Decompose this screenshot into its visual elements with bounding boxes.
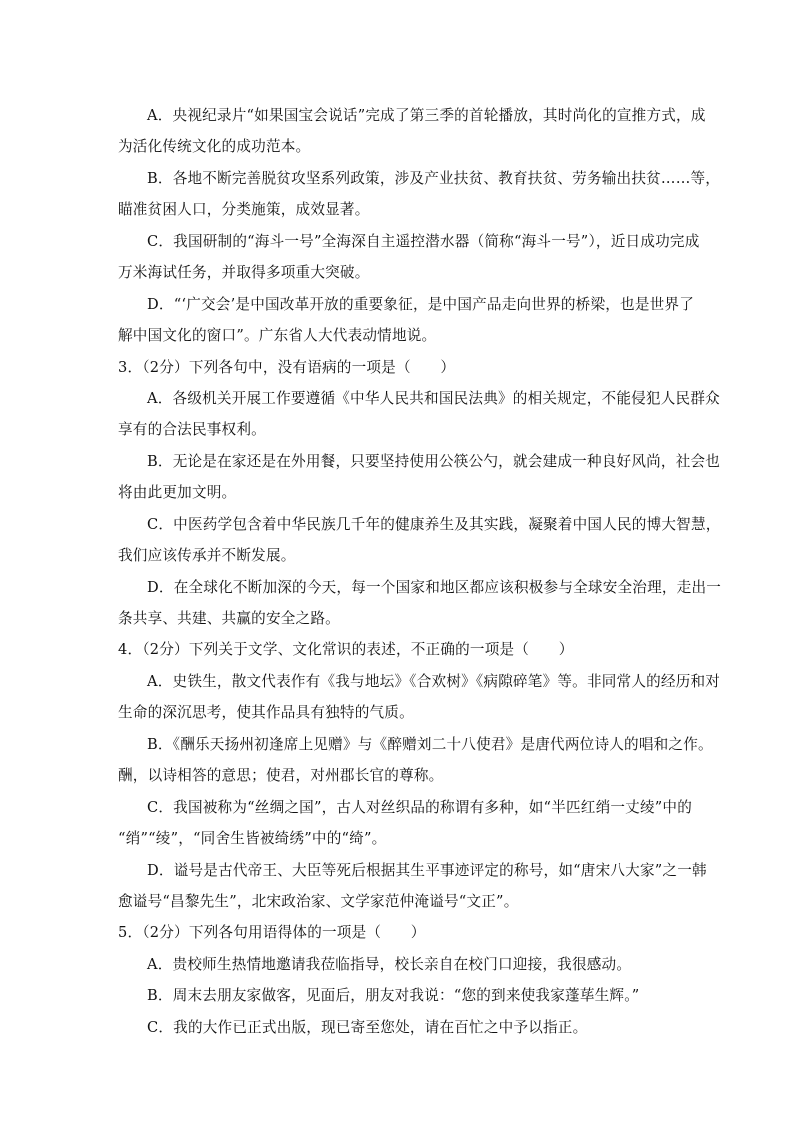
question-4	[118, 634, 678, 665]
q5-option-a	[118, 949, 678, 980]
text-line: 条共享、共建、共赢的安全之路。	[118, 610, 340, 627]
text-line: C．我国研制的“海斗一号”全海深自主遥控潜水器（简称“海斗一号”），近日成功完成	[147, 232, 700, 250]
q2-option-a	[118, 100, 706, 163]
text-line: B．各地不断完善脱贫攻坚系列政策，涉及产业扶贫、教育扶贫、劳务输出扶贫……等，	[147, 169, 721, 187]
q2-option-b	[118, 163, 721, 226]
text-line: D．谥号是古代帝王、大臣等死后根据其生平事迹评定的称号，如“唐宋八大家”之一韩	[147, 861, 707, 879]
q5-option-c	[118, 1012, 678, 1043]
q3-option-d	[118, 572, 722, 635]
text-line: A．贵校师生热情地邀请我莅临指导，校长亲自在校门口迎接，我很感动。	[147, 955, 632, 973]
q5-option-b	[118, 980, 678, 1011]
text-line: “绡”“绫”，“同舍生皆被绮绣”中的“绮”。	[118, 830, 387, 848]
text-line: A．央视纪录片“如果国宝会说话”完成了第三季的首轮播放，其时尚化的宣推方式，成	[147, 107, 706, 124]
text-line: 瞄准贫困人口，分类施策，成效显著。	[118, 201, 370, 219]
text-line: B．无论是在家还是在外用餐，只要坚持使用公筷公勺，就会建成一种良好风尚，社会也	[147, 452, 721, 470]
text-line: 酬，以诗相答的意思；使君，对州郡长官的尊称。	[118, 767, 444, 785]
document-content	[118, 100, 722, 1043]
q2-option-c	[118, 226, 700, 289]
q4-option-b	[118, 729, 713, 792]
text-line: C．中医药学包含着中华民族几千年的健康养生及其实践，凝聚着中国人民的博大智慧，	[147, 515, 721, 533]
question-3	[118, 352, 678, 383]
q4-option-d	[118, 855, 707, 918]
text-line: A．史铁生，散文代表作有《我与地坛》《合欢树》《病隙碎笔》等。非同常人的经历和对	[147, 672, 721, 690]
q4-option-c	[118, 792, 692, 855]
text-line: D．“‘广交会’是中国改革开放的重要象征，是中国产品走向世界的桥梁，也是世界了	[147, 295, 695, 313]
text-line: 解中国文化的窗口”。广东省人大代表动情地说。	[118, 327, 437, 345]
text-line: C．我的大作已正式出版，现已寄至您处，请在百忙之中予以指正。	[147, 1018, 588, 1036]
text-line: 为活化传统文化的成功范本。	[118, 138, 311, 156]
text-line: 我们应该传承并不断发展。	[118, 547, 296, 565]
q3-option-c	[118, 509, 721, 572]
text-line: 享有的合法民事权利。	[118, 421, 266, 439]
text-line: B．周末去朋友家做客，见面后，朋友对我说：“您的到来使我家蓬荜生辉。”	[147, 987, 640, 1005]
q3-option-a	[118, 383, 720, 446]
q3-option-b	[118, 446, 721, 509]
text-line: A．各级机关开展工作要遵循《中华人民共和国民法典》的相关规定，不能侵犯人民群众	[147, 389, 720, 407]
text-line: D．在全球化不断加深的今天，每一个国家和地区都应该积极参与全球安全治理，走出一	[147, 578, 722, 596]
text-line: 愈谥号“昌黎先生”，北宋政治家、文学家范仲淹谥号“文正”。	[118, 892, 519, 910]
question-stem: 5．（2分）下列各句用语得体的一项是（ ）	[118, 924, 426, 942]
text-line: B．《酬乐天扬州初逢席上见赠》与《醉赠刘二十八使君》是唐代两位诗人的唱和之作。	[147, 735, 713, 753]
question-stem: 3．（2分）下列各句中，没有语病的一项是（ ）	[118, 358, 456, 376]
text-line: C．我国被称为“丝绸之国”，古人对丝织品的称谓有多种，如“半匹红绡一丈绫”中的	[147, 798, 692, 816]
q2-option-d	[118, 289, 695, 352]
text-line: 生命的深沉思考，使其作品具有独特的气质。	[118, 704, 414, 722]
question-stem: 4．（2分）下列关于文学、文化常识的表述，不正确的一项是（ ）	[118, 641, 574, 659]
question-5	[118, 917, 678, 948]
text-line: 将由此更加文明。	[118, 484, 237, 502]
text-line: 万米海试任务，并取得多项重大突破。	[118, 264, 370, 282]
q4-option-a	[118, 666, 721, 729]
